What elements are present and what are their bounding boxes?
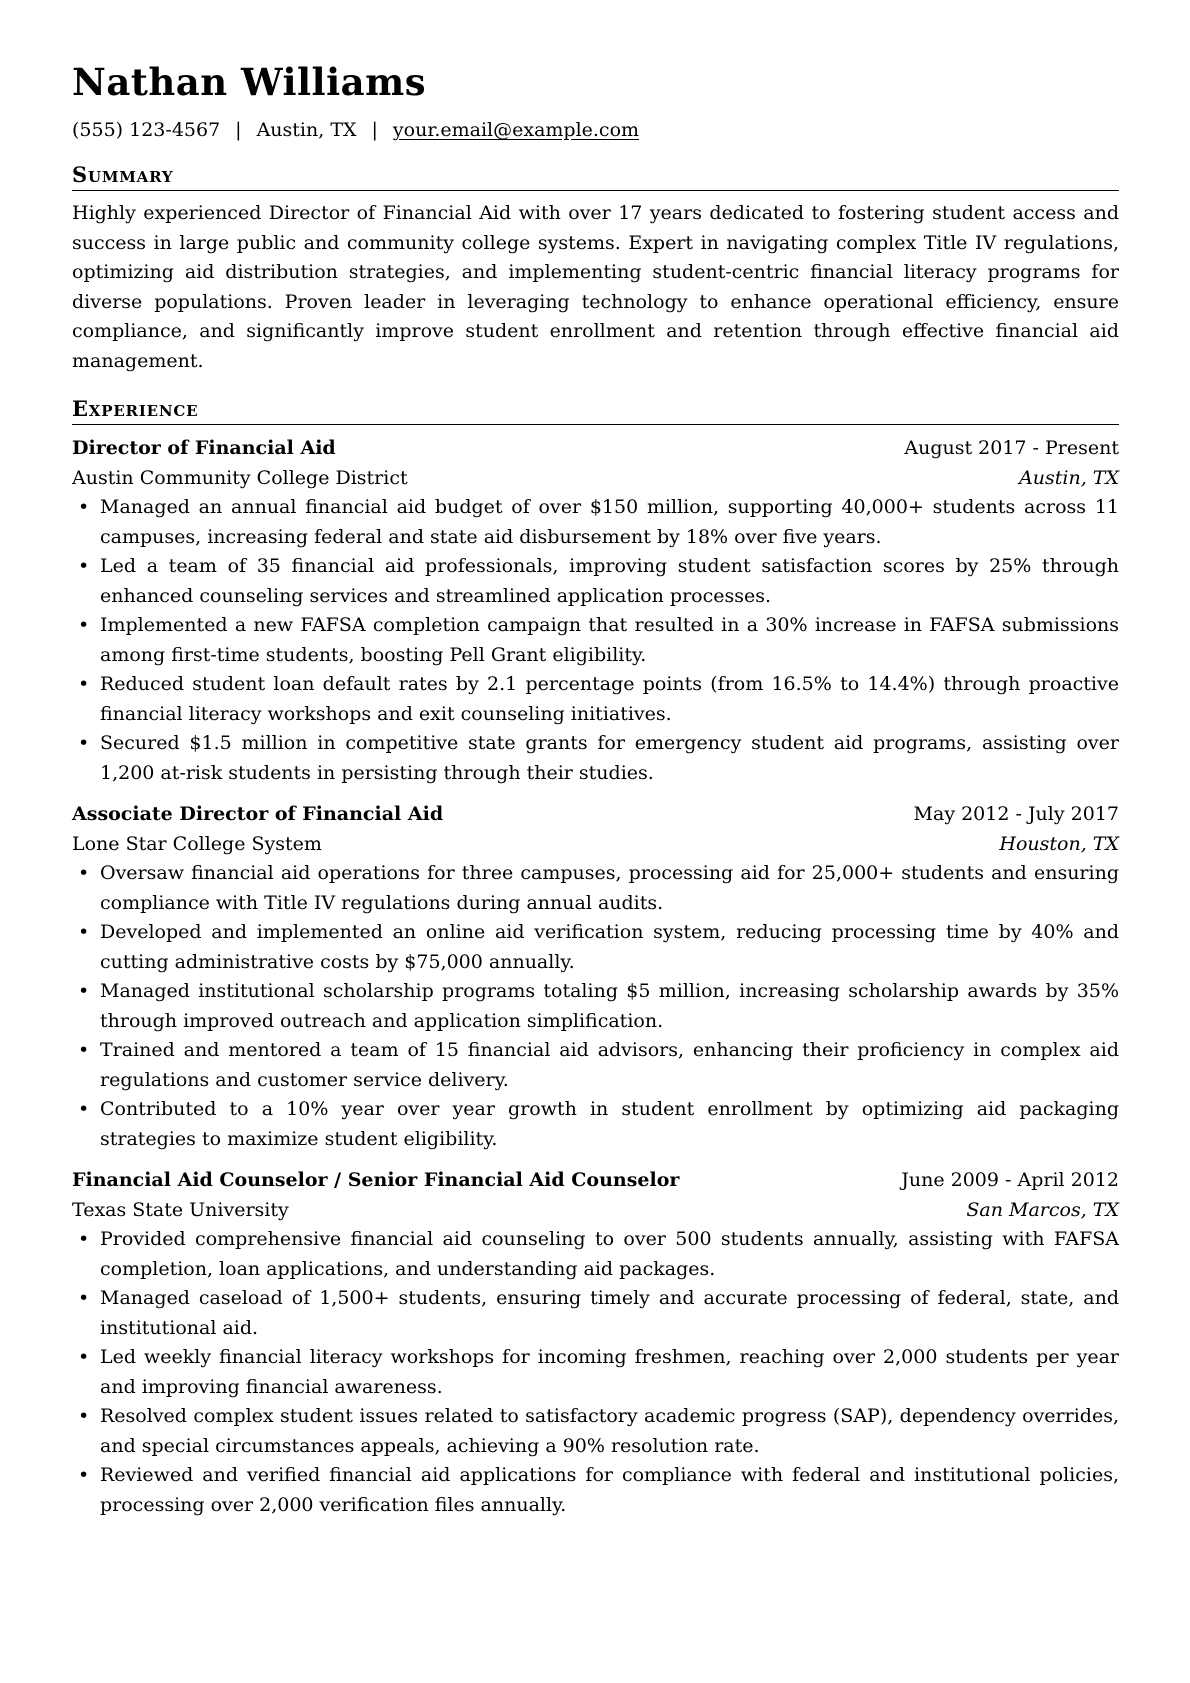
bullet-dot-icon: • <box>78 1098 90 1120</box>
bullet-text: Managed an annual financial aid budget of over $150 million, supporting 40,000+ students across 11 campuses, increasing federal and state aid disbursement by 18% over five years. <box>100 496 1119 548</box>
job-entry <box>72 434 1119 788</box>
candidate-name: Nathan Williams <box>72 60 427 104</box>
job-location: Austin, TX <box>1019 466 1119 489</box>
bullet-item <box>72 611 1119 670</box>
experience-list <box>72 434 1119 1520</box>
bullet-text: Trained and mentored a team of 15 financial aid advisors, enhancing their proficiency in complex aid regulations and customer service delivery. <box>100 1039 1119 1091</box>
job-organization-row <box>72 830 1119 860</box>
bullet-item <box>72 859 1119 918</box>
job-dates: August 2017 - Present <box>904 437 1119 459</box>
job-organization: Austin Community College District <box>72 466 408 489</box>
bullet-dot-icon: • <box>78 980 90 1002</box>
bullet-item <box>72 670 1119 729</box>
experience-heading: Experience <box>72 396 1119 425</box>
bullet-text: Managed caseload of 1,500+ students, ensuring timely and accurate processing of federal, state, and institutional aid. <box>100 1287 1119 1339</box>
bullet-text: Secured $1.5 million in competitive state grants for emergency student aid programs, assisting over 1,200 at-risk students in persisting through their studies. <box>100 732 1119 784</box>
bullet-dot-icon: • <box>78 1405 90 1427</box>
bullet-item <box>72 1461 1119 1520</box>
contact-line <box>72 118 1119 142</box>
job-title-row <box>72 434 1119 464</box>
bullet-dot-icon: • <box>78 732 90 754</box>
job-bullets <box>72 859 1119 1154</box>
job-dates: June 2009 - April 2012 <box>901 1169 1119 1191</box>
job-dates: May 2012 - July 2017 <box>913 803 1119 825</box>
bullet-dot-icon: • <box>78 1039 90 1061</box>
bullet-text: Reduced student loan default rates by 2.1 percentage points (from 16.5% to 14.4%) through proactive financial literacy workshops and exit counseling initiatives. <box>100 673 1119 725</box>
job-title-row <box>72 800 1119 830</box>
bullet-text: Resolved complex student issues related to satisfactory academic progress (SAP), dependency overrides, and special circumstances appeals, achieving a 90% resolution rate. <box>100 1405 1119 1457</box>
job-bullets <box>72 1225 1119 1520</box>
job-organization: Texas State University <box>72 1198 289 1221</box>
bullet-dot-icon: • <box>78 614 90 636</box>
job-title: Financial Aid Counselor / Senior Financial Aid Counselor <box>72 1169 680 1191</box>
job-organization-row <box>72 464 1119 494</box>
summary-heading: Summary <box>72 162 1119 191</box>
bullet-dot-icon: • <box>78 921 90 943</box>
job-title: Associate Director of Financial Aid <box>72 803 444 825</box>
bullet-text: Provided comprehensive financial aid counseling to over 500 students annually, assisting with FAFSA completion, loan applications, and understanding aid packages. <box>100 1228 1119 1280</box>
contact-location: Austin, TX <box>256 119 357 141</box>
bullet-item <box>72 1402 1119 1461</box>
email-link[interactable]: your.email@example.com <box>392 119 640 141</box>
contact-separator: | <box>371 119 378 141</box>
bullet-dot-icon: • <box>78 496 90 518</box>
bullet-item <box>72 552 1119 611</box>
bullet-dot-icon: • <box>78 1228 90 1250</box>
bullet-text: Implemented a new FAFSA completion campaign that resulted in a 30% increase in FAFSA submissions among first-time students, boosting Pell Grant eligibility. <box>100 614 1119 666</box>
summary-text: Highly experienced Director of Financial Aid with over 17 years dedicated to fostering student access and success in large public and community college systems. Expert in navigating complex Title IV regulations, optimizing aid distribution strategies, and implementing student-centric financial literacy programs for diverse populations. Proven leader in leveraging technology to enhance operational efficiency, ensure compliance, and significantly improve student enrollment and retention through effective financial aid management. <box>72 202 1119 372</box>
bullet-item <box>72 1095 1119 1154</box>
job-location: San Marcos, TX <box>966 1198 1119 1221</box>
bullet-text: Oversaw financial aid operations for three campuses, processing aid for 25,000+ students and ensuring compliance with Title IV regulations during annual audits. <box>100 862 1119 914</box>
bullet-text: Led a team of 35 financial aid professionals, improving student satisfaction scores by 25% through enhanced counseling services and streamlined application processes. <box>100 555 1119 607</box>
bullet-text: Contributed to a 10% year over year growth in student enrollment by optimizing aid packaging strategies to maximize student eligibility. <box>100 1098 1119 1150</box>
job-organization: Lone Star College System <box>72 832 322 855</box>
bullet-dot-icon: • <box>78 1464 90 1486</box>
bullet-text: Developed and implemented an online aid verification system, reducing processing time by 40% and cutting administrative costs by $75,000 annually. <box>100 921 1119 973</box>
bullet-item <box>72 918 1119 977</box>
bullet-dot-icon: • <box>78 555 90 577</box>
bullet-item <box>72 1036 1119 1095</box>
job-organization-row <box>72 1196 1119 1226</box>
job-entry <box>72 1166 1119 1520</box>
bullet-item <box>72 493 1119 552</box>
bullet-item <box>72 1343 1119 1402</box>
job-bullets <box>72 493 1119 788</box>
phone-number: (555) 123-4567 <box>72 119 221 141</box>
bullet-dot-icon: • <box>78 673 90 695</box>
bullet-item <box>72 1284 1119 1343</box>
contact-separator: | <box>235 119 242 141</box>
bullet-item <box>72 977 1119 1036</box>
bullet-dot-icon: • <box>78 862 90 884</box>
bullet-item <box>72 1225 1119 1284</box>
resume-page <box>72 60 1119 1520</box>
bullet-item <box>72 729 1119 788</box>
bullet-text: Led weekly financial literacy workshops for incoming freshmen, reaching over 2,000 students per year and improving financial awareness. <box>100 1346 1119 1398</box>
job-entry <box>72 800 1119 1154</box>
bullet-text: Reviewed and verified financial aid applications for compliance with federal and institutional policies, processing over 2,000 verification files annually. <box>100 1464 1119 1516</box>
bullet-text: Managed institutional scholarship programs totaling $5 million, increasing scholarship awards by 35% through improved outreach and application simplification. <box>100 980 1119 1032</box>
job-title-row <box>72 1166 1119 1196</box>
bullet-dot-icon: • <box>78 1346 90 1368</box>
job-title: Director of Financial Aid <box>72 437 336 459</box>
job-location: Houston, TX <box>999 832 1119 855</box>
bullet-dot-icon: • <box>78 1287 90 1309</box>
